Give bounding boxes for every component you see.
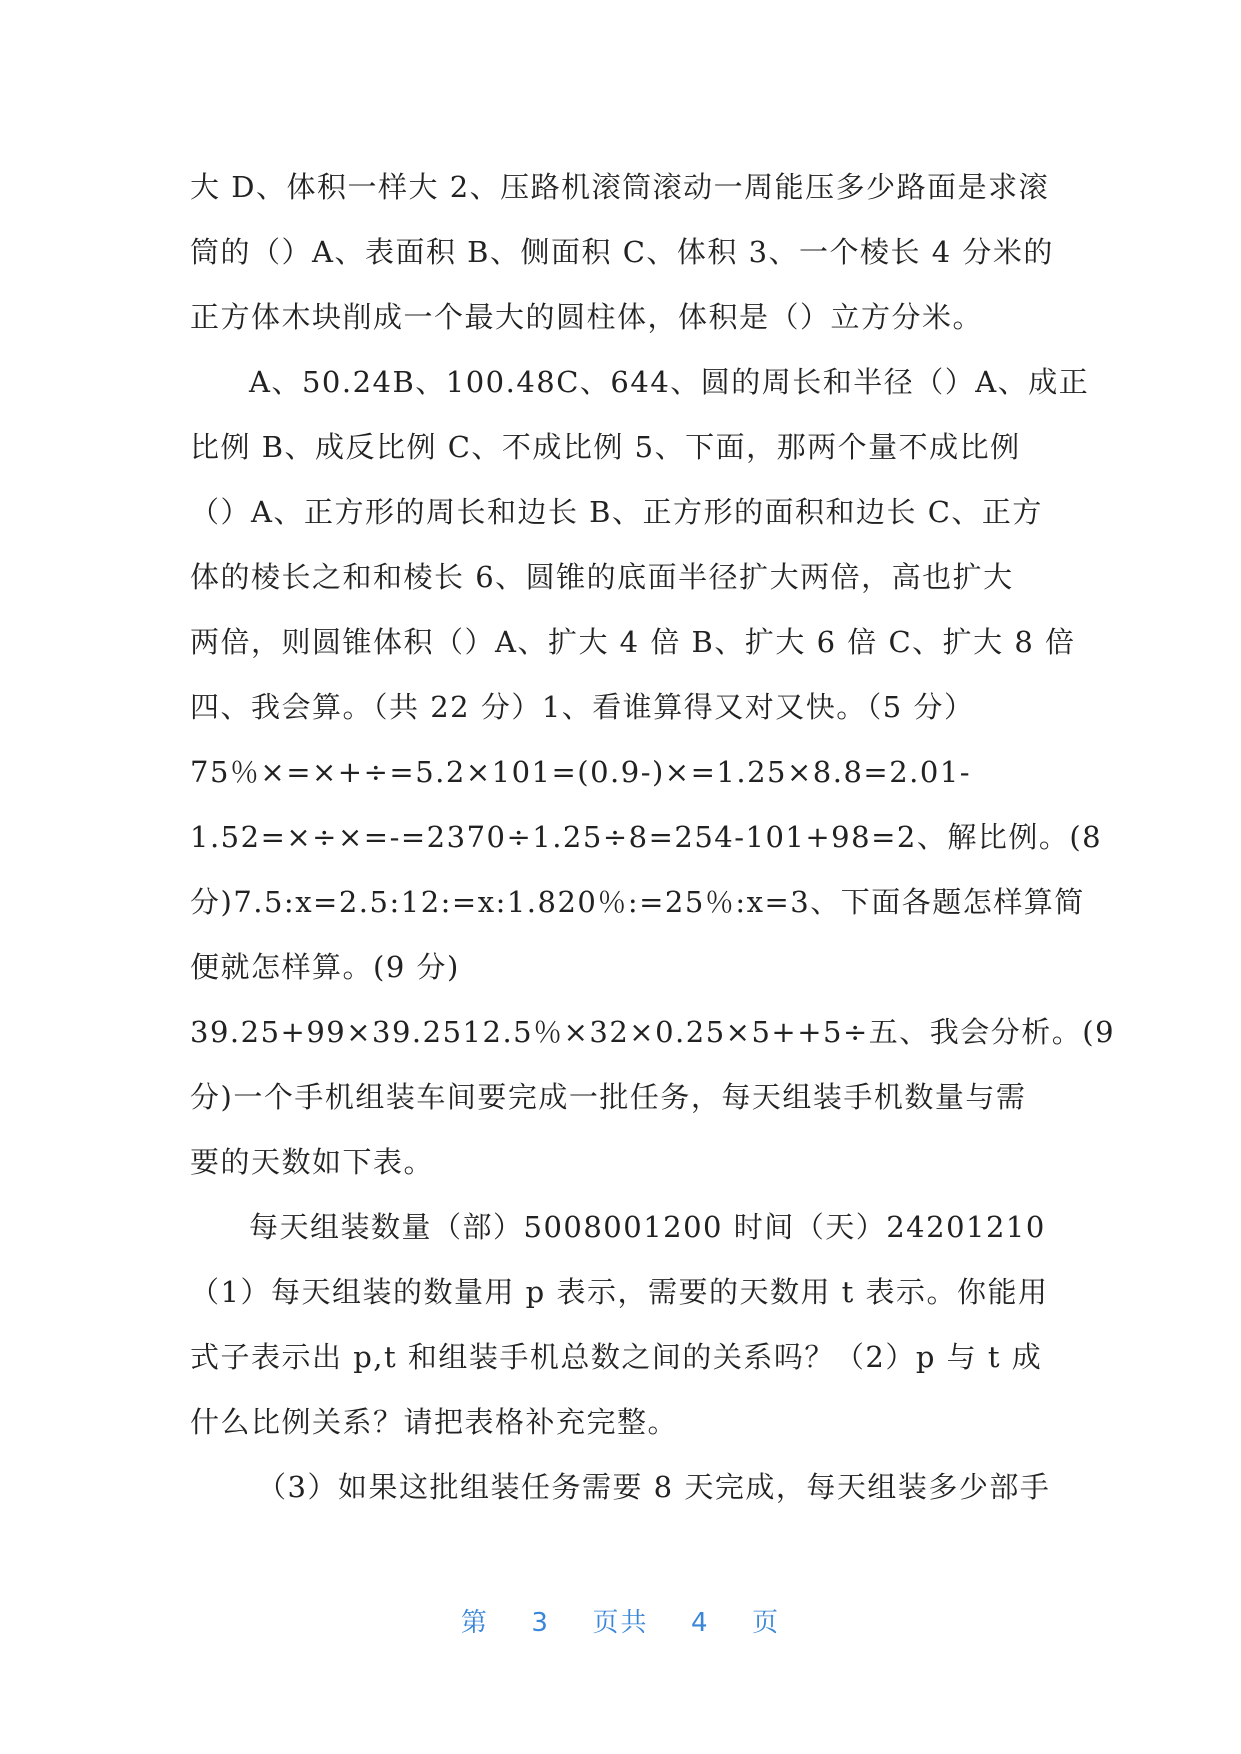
text-line: 大 D、体积一样大 2、压路机滚筒滚动一周能压多少路面是求滚: [190, 170, 1050, 204]
text-line: 要的天数如下表。: [190, 1145, 435, 1179]
footer-total-pages: 4: [691, 1608, 710, 1638]
text-line: 式子表示出 p,t 和组装手机总数之间的关系吗？（2）p 与 t 成: [190, 1340, 1043, 1374]
page-footer: [0, 1602, 1241, 1639]
text-line: 体的棱长之和和棱长 6、圆锥的底面半径扩大两倍，高也扩大: [190, 560, 1014, 594]
text-line: 四、我会算。（共 22 分）1、看谁算得又对又快。（5 分）: [190, 690, 975, 724]
text-line: 每天组装数量（部）5008001200 时间（天）24201210: [249, 1210, 1046, 1244]
footer-suffix: 页: [752, 1608, 781, 1638]
text-line: 75％×=×+÷=5.2×101=(0.9-)×=1.25×8.8=2.01-: [190, 755, 972, 789]
text-line: （1）每天组装的数量用 p 表示，需要的天数用 t 表示。你能用: [190, 1275, 1049, 1309]
document-body: [190, 155, 1116, 1520]
text-line: （）A、正方形的周长和边长 B、正方形的面积和边长 C、正方: [190, 495, 1043, 529]
text-line: 两倍，则圆锥体积（）A、扩大 4 倍 B、扩大 6 倍 C、扩大 8 倍: [190, 625, 1076, 659]
text-line: 39.25+99×39.2512.5％×32×0.25×5++5÷五、我会分析。(9: [190, 1015, 1116, 1049]
footer-prefix: 第: [460, 1608, 489, 1638]
text-line: 筒的（）A、表面积 B、侧面积 C、体积 3、一个棱长 4 分米的: [190, 235, 1054, 269]
text-line: 便就怎样算。(9 分): [190, 950, 460, 984]
text-line: （3）如果这批组装任务需要 8 天完成，每天组装多少部手: [257, 1470, 1051, 1504]
text-line: 什么比例关系？请把表格补充完整。: [190, 1405, 679, 1439]
text-line: 正方体木块削成一个最大的圆柱体，体积是（）立方分米。: [190, 300, 984, 334]
text-line: 1.52=×÷×=-=2370÷1.25÷8=254-101+98=2、解比例。(8: [190, 820, 1103, 854]
text-line: 分)7.5:x=2.5:12:=x:1.820％:=25％:x=3、下面各题怎样算简: [190, 885, 1085, 919]
text-line: 比例 B、成反比例 C、不成比例 5、下面，那两个量不成比例: [190, 430, 1021, 464]
footer-current-page: 3: [531, 1608, 550, 1638]
text-line: A、50.24B、100.48C、644、圆的周长和半径（）A、成正: [249, 365, 1090, 399]
footer-middle: 页共: [592, 1608, 649, 1638]
text-line: 分)一个手机组装车间要完成一批任务，每天组装手机数量与需: [190, 1080, 1027, 1114]
